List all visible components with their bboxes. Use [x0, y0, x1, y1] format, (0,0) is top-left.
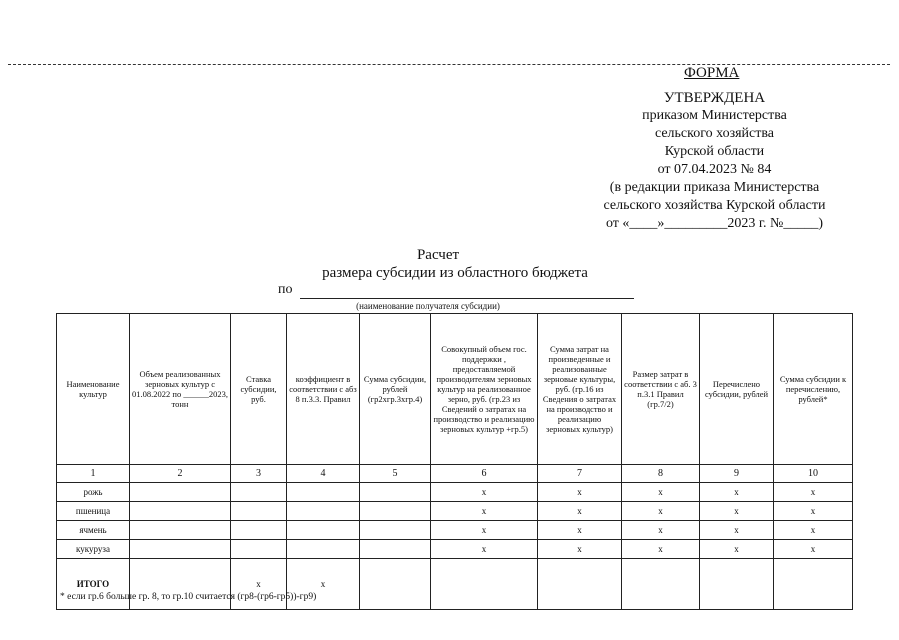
table-cell: x: [431, 502, 538, 521]
table-row: [57, 483, 853, 502]
column-number: 9: [700, 465, 774, 483]
table-cell[interactable]: [231, 502, 287, 521]
table-cell[interactable]: [231, 483, 287, 502]
table-row: [57, 540, 853, 559]
table-cell: x: [622, 502, 700, 521]
column-header: Размер затрат в соответствии с аб. 3 п.3.1 Правил (гр.7/2): [622, 314, 700, 465]
column-number: 7: [538, 465, 622, 483]
column-header: Сумма субсидии, рублей (гр2хгр.3хгр.4): [360, 314, 431, 465]
approval-line: от 07.04.2023 № 84: [657, 162, 772, 177]
recipient-fill-line[interactable]: [300, 298, 634, 299]
table-cell[interactable]: [360, 540, 431, 559]
table-cell[interactable]: [622, 559, 700, 610]
table-cell[interactable]: [360, 559, 431, 610]
table-cell[interactable]: [287, 521, 360, 540]
column-number: 1: [57, 465, 130, 483]
column-number: 10: [774, 465, 853, 483]
doc-subtitle: размера субсидии из областного бюджета: [322, 265, 588, 281]
table-cell: x: [700, 502, 774, 521]
total-label: ИТОГО: [57, 559, 130, 610]
table-cell[interactable]: [287, 502, 360, 521]
table-cell: x: [774, 483, 853, 502]
table-cell: x: [538, 521, 622, 540]
table-cell[interactable]: [231, 521, 287, 540]
table-cell: x: [622, 483, 700, 502]
table-cell[interactable]: [431, 559, 538, 610]
table-row: [57, 502, 853, 521]
table-cell: x: [774, 540, 853, 559]
table-cell[interactable]: [700, 559, 774, 610]
table-cell: x: [538, 502, 622, 521]
table-cell: x: [774, 521, 853, 540]
crop-name: пшеница: [57, 502, 130, 521]
table-cell[interactable]: [287, 540, 360, 559]
column-number: 5: [360, 465, 431, 483]
table-cell[interactable]: [130, 540, 231, 559]
column-number: 6: [431, 465, 538, 483]
dashed-divider: [8, 64, 890, 65]
doc-title: Расчет: [416, 247, 460, 263]
table-cell[interactable]: [130, 483, 231, 502]
approval-line: от «____»_________2023 г. №_____): [605, 216, 824, 231]
table-cell[interactable]: [538, 559, 622, 610]
table-cell[interactable]: [774, 559, 853, 610]
column-header: Сумма затрат на произведенные и реализованные зерновые культуры, руб. (гр.16 из Сведения о затратах на производство и реализацию зерновых культур): [538, 314, 622, 465]
table-cell: x: [700, 483, 774, 502]
table-cell: x: [287, 559, 360, 610]
table-cell: x: [431, 483, 538, 502]
table-cell: x: [700, 521, 774, 540]
column-number-row: [57, 465, 853, 483]
footnote: * если гр.6 больше гр. 8, то гр.10 считается (гр8-(гр6-гр5))-гр9): [60, 592, 317, 602]
approval-line: Курской области: [664, 144, 765, 159]
column-header: Перечислено субсидии, рублей: [700, 314, 774, 465]
po-label: по: [278, 282, 293, 297]
column-header: Объем реализованных зерновых культур с 01.08.2022 по ______2023, тонн: [130, 314, 231, 465]
table-cell: x: [774, 502, 853, 521]
approval-line: (в редакции приказа Министерства: [609, 180, 820, 195]
subsidy-table: [56, 313, 853, 610]
column-number: 3: [231, 465, 287, 483]
table-cell[interactable]: [287, 483, 360, 502]
column-header: Ставка субсидии, руб.: [231, 314, 287, 465]
recipient-caption: (наименование получателя субсидии): [356, 301, 500, 311]
approval-line: сельского хозяйства Курской области: [603, 198, 826, 213]
table-cell: x: [538, 540, 622, 559]
table-cell: x: [622, 521, 700, 540]
crop-name: рожь: [57, 483, 130, 502]
column-number: 2: [130, 465, 231, 483]
table-cell: x: [700, 540, 774, 559]
table-cell[interactable]: [360, 483, 431, 502]
table-cell: x: [231, 559, 287, 610]
column-number: 8: [622, 465, 700, 483]
approval-status: УТВЕРЖДЕНА: [663, 90, 766, 106]
column-header: коэффициент в соответствии с абз 8 п.3.3. Правил: [287, 314, 360, 465]
crop-name: кукуруза: [57, 540, 130, 559]
table-cell: x: [622, 540, 700, 559]
column-header: Наименование культур: [57, 314, 130, 465]
table-row: [57, 521, 853, 540]
approval-block: [592, 89, 837, 233]
form-label: ФОРМА: [684, 65, 740, 81]
header-row: [57, 314, 853, 465]
table-cell: x: [431, 521, 538, 540]
table-cell[interactable]: [130, 521, 231, 540]
table-cell[interactable]: [231, 540, 287, 559]
table-cell[interactable]: [360, 521, 431, 540]
table-cell: x: [431, 540, 538, 559]
crop-name: ячмень: [57, 521, 130, 540]
column-header: Совокупный объем гос. поддержки , предоставляемой производителям зерновых культур на реализованное зерно, руб. (гр.23 из Сведений о затратах на производство и реализацию зерновых культур +гр.5): [431, 314, 538, 465]
approval-line: приказом Министерства: [642, 108, 787, 123]
column-number: 4: [287, 465, 360, 483]
table-cell[interactable]: [360, 502, 431, 521]
approval-line: сельского хозяйства: [654, 126, 775, 141]
table-cell: x: [538, 483, 622, 502]
table-cell[interactable]: [130, 502, 231, 521]
column-header: Сумма субсидии к перечислению, рублей*: [774, 314, 853, 465]
